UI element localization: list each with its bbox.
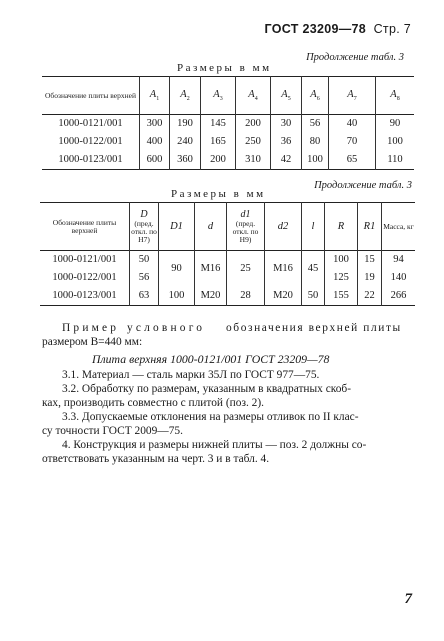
table-2 bbox=[40, 202, 415, 306]
table2-continuation: Продолжение табл. 3 bbox=[314, 180, 412, 191]
table2-header-d1-upper: D1 bbox=[159, 203, 195, 251]
paragraph-3-2-line-2: ках, производить совместно с плитой (поз. 2). bbox=[42, 397, 264, 409]
example-word-3: обозначения верхней плиты bbox=[226, 322, 402, 334]
page-label: Стр. 7 bbox=[373, 22, 411, 36]
table1-continuation: Продолжение табл. 3 bbox=[306, 52, 404, 63]
table2-header-d1: d1 (пред. откл. по H9) bbox=[227, 203, 265, 251]
table-row: 1000-0123/001 63 100 M20 28 M20 50 155 22 266 bbox=[40, 287, 415, 306]
table-row: 1000-0122/001 400 240 165 250 36 80 70 100 bbox=[42, 133, 414, 151]
table1-header-a7: $A_7$ bbox=[329, 77, 376, 115]
table2-header-d2: d2 bbox=[265, 203, 302, 251]
table1-sizes-title: Размеры в мм bbox=[177, 62, 272, 74]
table1-header-a8: $A_8$ bbox=[390, 88, 400, 103]
table-row: 1000-0121/001 300 190 145 200 30 56 40 90 bbox=[42, 115, 414, 133]
example-line-2: размером B=440 мм: bbox=[42, 336, 143, 348]
paragraph-3-3-line-2: су точности ГОСТ 2009—75. bbox=[42, 425, 183, 437]
paragraph-3-2-line-1: 3.2. Обработку по размерам, указанным в квадратных скоб- bbox=[62, 383, 352, 395]
standard-code: ГОСТ 23209—78 bbox=[264, 22, 367, 36]
table2-header-r1: R1 bbox=[358, 203, 382, 251]
table2-header-d-upper: D (пред. откл. по H7) bbox=[130, 203, 159, 251]
table1-header-a4: $A_4$ bbox=[236, 77, 271, 115]
table2-header-l: l bbox=[302, 203, 325, 251]
table2-header-designation: Обозначение плиты верхней bbox=[40, 203, 130, 251]
table1-header-designation: Обозначение плиты верхней bbox=[42, 77, 140, 115]
table1-header-a2: $A_2$ bbox=[170, 77, 201, 115]
table-row: 1000-0122/001 56 125 19 140 bbox=[40, 269, 415, 287]
paragraph-4-line-1: 4. Конструкция и размеры нижней плиты — поз. 2 должны со- bbox=[62, 439, 367, 451]
example-word-2: условного bbox=[127, 322, 206, 334]
designation-example: Плита верхняя 1000-0121/001 ГОСТ 23209—78 bbox=[92, 352, 330, 366]
table2-header-d: d bbox=[195, 203, 227, 251]
table2-sizes-title: Размеры в мм bbox=[171, 188, 266, 200]
table-1 bbox=[42, 76, 414, 170]
paragraph-3-1: 3.1. Материал — сталь марки 35Л по ГОСТ 977—75. bbox=[62, 369, 320, 381]
table1-header-a5: $A_5$ bbox=[271, 77, 302, 115]
table-row: 1000-0123/001 600 360 200 310 42 100 65 110 bbox=[42, 151, 414, 170]
example-word-1: Пример bbox=[62, 322, 120, 334]
paragraph-3-3-line-1: 3.3. Допускаемые отклонения на размеры отливок по II клас- bbox=[62, 411, 359, 423]
table1-header-a1: $A_1$ bbox=[140, 77, 170, 115]
table1-header-a3: $A_3$ bbox=[201, 77, 236, 115]
table-row: 1000-0121/001 50 90 M16 25 M16 45 100 15 94 bbox=[40, 251, 415, 269]
table1-header-a6: $A_6$ bbox=[302, 77, 329, 115]
paragraph-4-line-2: ответствовать указанным на черт. 3 и в табл. 4. bbox=[42, 453, 270, 465]
page-header bbox=[265, 22, 412, 36]
table2-header-mass: Масса, кг bbox=[383, 221, 414, 231]
page-number: 7 bbox=[404, 591, 412, 607]
table2-header-r: R bbox=[325, 203, 358, 251]
